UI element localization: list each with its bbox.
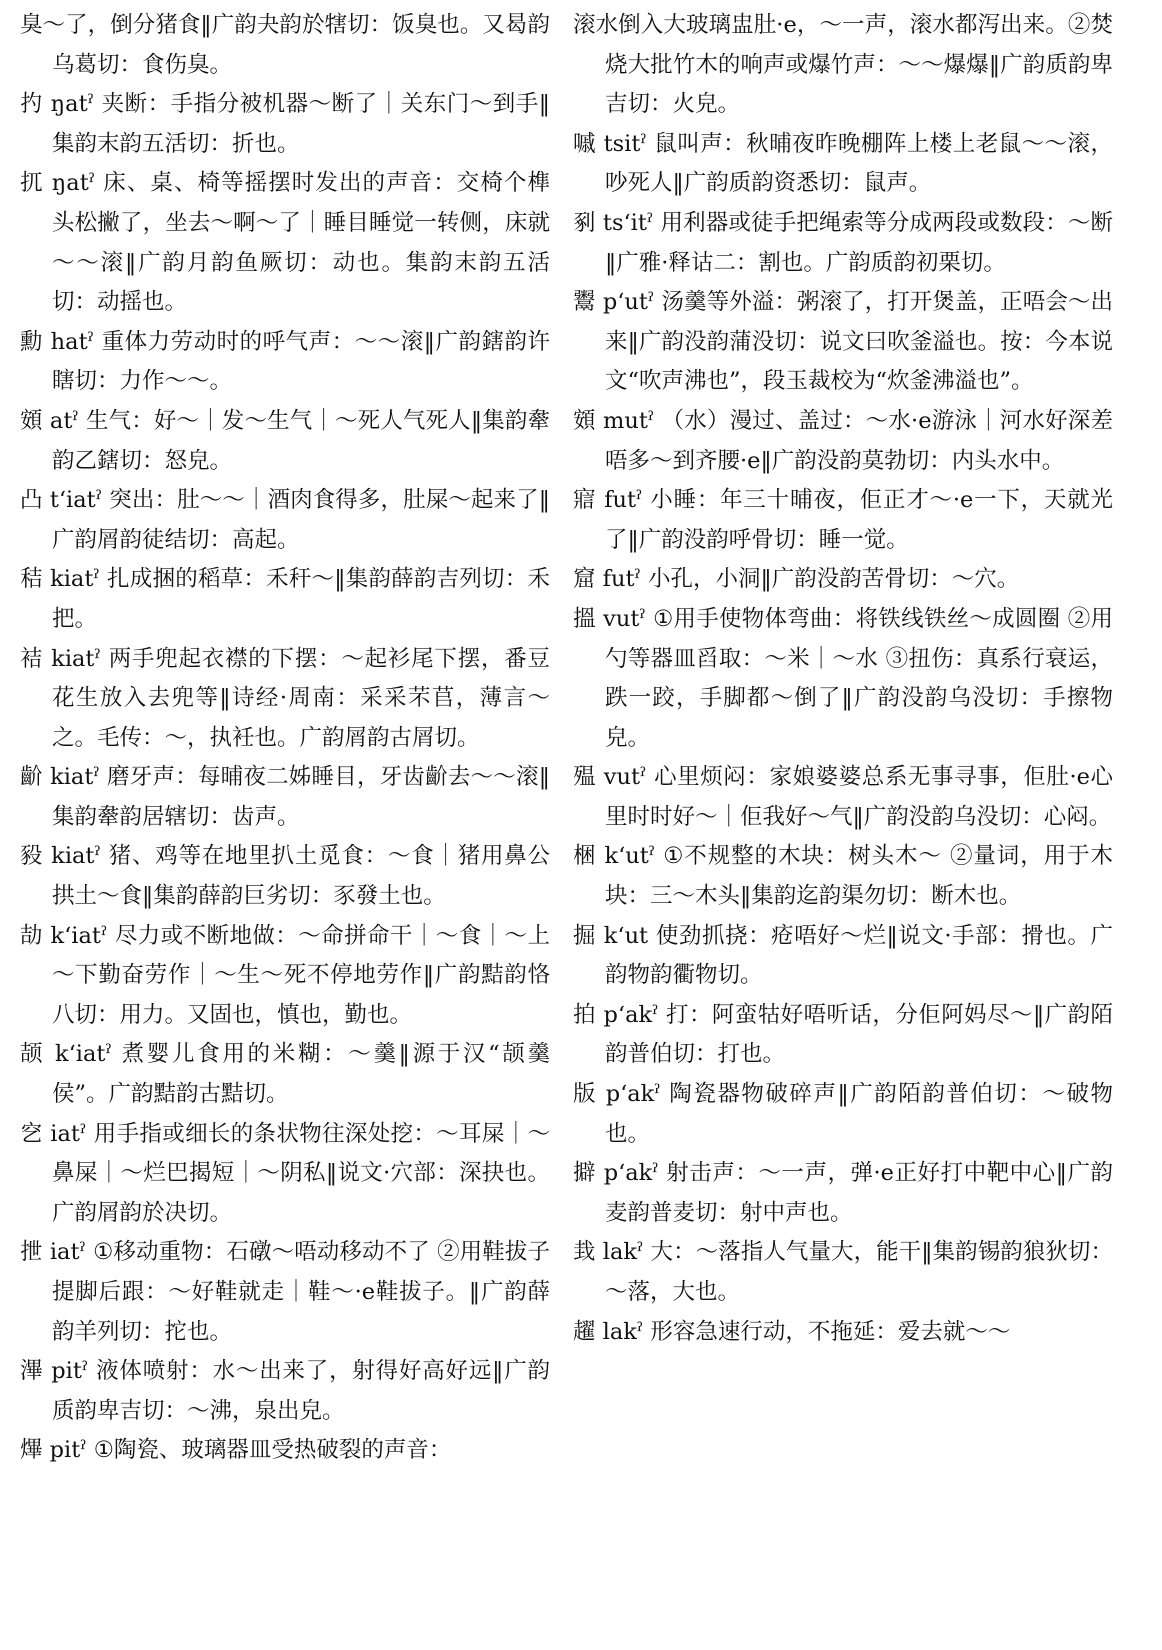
entry-kiat-2: 袺 kiatˀ 两手兜起衣襟的下摆：～起衫尾下摆，番豆花生放入去兜等‖诗经·周南：采采芣苢，薄言～之。毛传：～，执衽也。广韵屑韵古屑切。: [20, 645, 550, 751]
entry-continued: 臭～了，倒分猪食‖广韵夬韵於犗切：饭臭也。又曷韵乌葛切：食伤臭。: [20, 12, 550, 78]
entry-iat-2: 抴 iatˀ ①移动重物：石礅～唔动移动不了 ②用鞋拔子提脚后跟：～好鞋就走｜鞋～·e鞋拔子。‖广韵薛韵羊列切：拕也。: [20, 1239, 550, 1345]
entry-pit-2-cont: 滚水倒入大玻璃盅肚·e，～一声，滚水都泻出来。②焚烧大批竹木的响声或爆竹声：～～爆爆‖广韵质韵卑吉切：火皃。: [573, 12, 1113, 118]
entry-tshit: 剢 tsʻitˀ 用利器或徒手把绳索等分成两段或数段：～断‖广雅·释诂二：割也。广韵质韵初栗切。: [573, 209, 1113, 276]
entry-vut-1: 搵 vutˀ ①用手使物体弯曲：将铁线铁丝～成圆圈 ②用勺等器皿舀取：～米｜～水 ③扭伤：真系行衰运，跌一跤，手脚都～倒了‖广韵没韵乌没切：手擦物皃。: [573, 605, 1113, 751]
right-column: [573, 6, 1113, 1352]
entry-pit-1: 滭 pitˀ 液体喷射：水～出来了，射得好高好远‖广韵质韵卑吉切：～沸，泉出皃。: [20, 1358, 550, 1424]
entry-kiat-4: 豛 kiatˀ 猪、鸡等在地里扒土觅食：～食｜猪用鼻公拱土～食‖集韵薛韵巨劣切：豕發土也。: [20, 843, 550, 910]
entry-pit-2: 熚 pitˀ ①陶瓷、玻璃器皿受热破裂的声音：: [20, 1437, 452, 1464]
entry-mut: 頞 mutˀ （水）漫过、盖过：～水·e游泳｜河水好深差唔多～到齐腰·e‖广韵没韵莫勃切：内头水中。: [573, 407, 1113, 474]
entry-phak-3: 擗 pʻakˀ 射击声：～一声，弹·e正好打中靶中心‖广韵麦韵普麦切：射中声也。: [573, 1160, 1113, 1226]
entry-khiat-1: 劼 kʻiatˀ 尽力或不断地做：～命拼命干｜～食｜～上～下勤奋劳作｜～生～死不停地劳作‖广韵黠韵恪八切：用力。又固也，慎也，勤也。: [20, 922, 550, 1028]
entry-nat-2: 扤 ŋatˀ 床、桌、椅等摇摆时发出的声音：交椅个榫头松撇了，坐去～啊～了｜睡目睡觉一转侧，床就～～滚‖广韵月韵鱼厥切：动也。集韵末韵五活切：动摇也。: [20, 170, 550, 316]
left-column: [20, 6, 550, 1471]
entry-kiat-1: 秸 kiatˀ 扎成捆的稻草：禾秆～‖集韵薛韵吉列切：禾把。: [20, 566, 550, 632]
entry-vut-2: 殟 vutˀ 心里烦闷：家娘婆婆总系无事寻事，佢肚·e心里时时好～｜佢我好～气‖广韵没韵乌没切：心闷。: [573, 764, 1113, 830]
entry-fut-1: 寣 futˀ 小睡：年三十晡夜，佢正才～·e一下，天就光了‖广韵没韵呼骨切：睡一觉。: [573, 487, 1113, 553]
entry-fut-2: 窟 futˀ 小孔，小洞‖广韵没韵苦骨切：～穴。: [573, 566, 1020, 593]
entry-khut-2: 掘 kʻut 使劲抓挠：疮唔好～烂‖说文·手部：搰也。广韵物韵衢物切。: [573, 922, 1113, 989]
entry-phak-2: 版 pʻakˀ 陶瓷器物破碎声‖广韵陌韵普伯切：～破物也。: [573, 1081, 1113, 1147]
entry-tsit: 嘁 tsitˀ 鼠叫声：秋晡夜昨晚棚阵上楼上老鼠～～滚，吵死人‖广韵质韵资悉切：鼠声。: [573, 130, 1113, 197]
entry-khiat-2: 颉 kʻiatˀ 煮婴儿食用的米糊：～羹‖源于汉“颉羹侯”。广韵黠韵古黠切。: [20, 1041, 550, 1108]
entry-tiat: 凸 tʻiatˀ 突出：肚～～｜酒肉食得多，肚屎～起来了‖广韵屑韵徒结切：高起。: [20, 487, 550, 553]
entry-phut: 鬻 pʻutˀ 汤羹等外溢：粥滚了，打开煲盖，正唔会～出来‖广韵没韵蒲没切：说文曰吹釜溢也。按：今本说文“吹声沸也”，段玉裁校为“炊釜沸溢也”。: [573, 289, 1113, 395]
entry-nat-1: 扚 ŋatˀ 夹断：手指分被机器～断了｜关东门～到手‖集韵末韵五活切：折也。: [20, 91, 550, 157]
entry-at: 頞 atˀ 生气：好～｜发～生气｜～死人气死人‖集韵舝韵乙鎋切：怒皃。: [20, 407, 550, 474]
entry-hat: 勳 hatˀ 重体力劳动时的呼气声：～～滚‖广韵鎋韵许瞎切：力作～～。: [20, 328, 550, 395]
entry-khut-1: 梱 kʻutˀ ①不规整的木块：树头木～ ②量词，用于木块：三～木头‖集韵迄韵渠勿切：断木也。: [573, 843, 1113, 910]
entry-iat-1: 穵 iatˀ 用手指或细长的条状物往深处挖：～耳屎｜～鼻屎｜～烂巴揭短｜～阴私‖说文·穴部：深抉也。广韵屑韵於决切。: [20, 1120, 550, 1226]
entry-lak-1: 㦳 lakˀ 大：～落指人气量大，能干‖集韵锡韵狼狄切：～落，大也。: [573, 1239, 1113, 1305]
entry-phak-1: 拍 pʻakˀ 打：阿蛮牯好唔听话，分佢阿妈尽～‖广韵陌韵普伯切：打也。: [573, 1001, 1113, 1068]
entry-lak-2: 趯 lakˀ 形容急速行动，不拖延：爱去就～～: [573, 1318, 1011, 1345]
entry-kiat-3: 齘 kiatˀ 磨牙声：每晡夜二姊睡目，牙齿齘去～～滚‖集韵舝韵居辖切：齿声。: [20, 764, 550, 830]
